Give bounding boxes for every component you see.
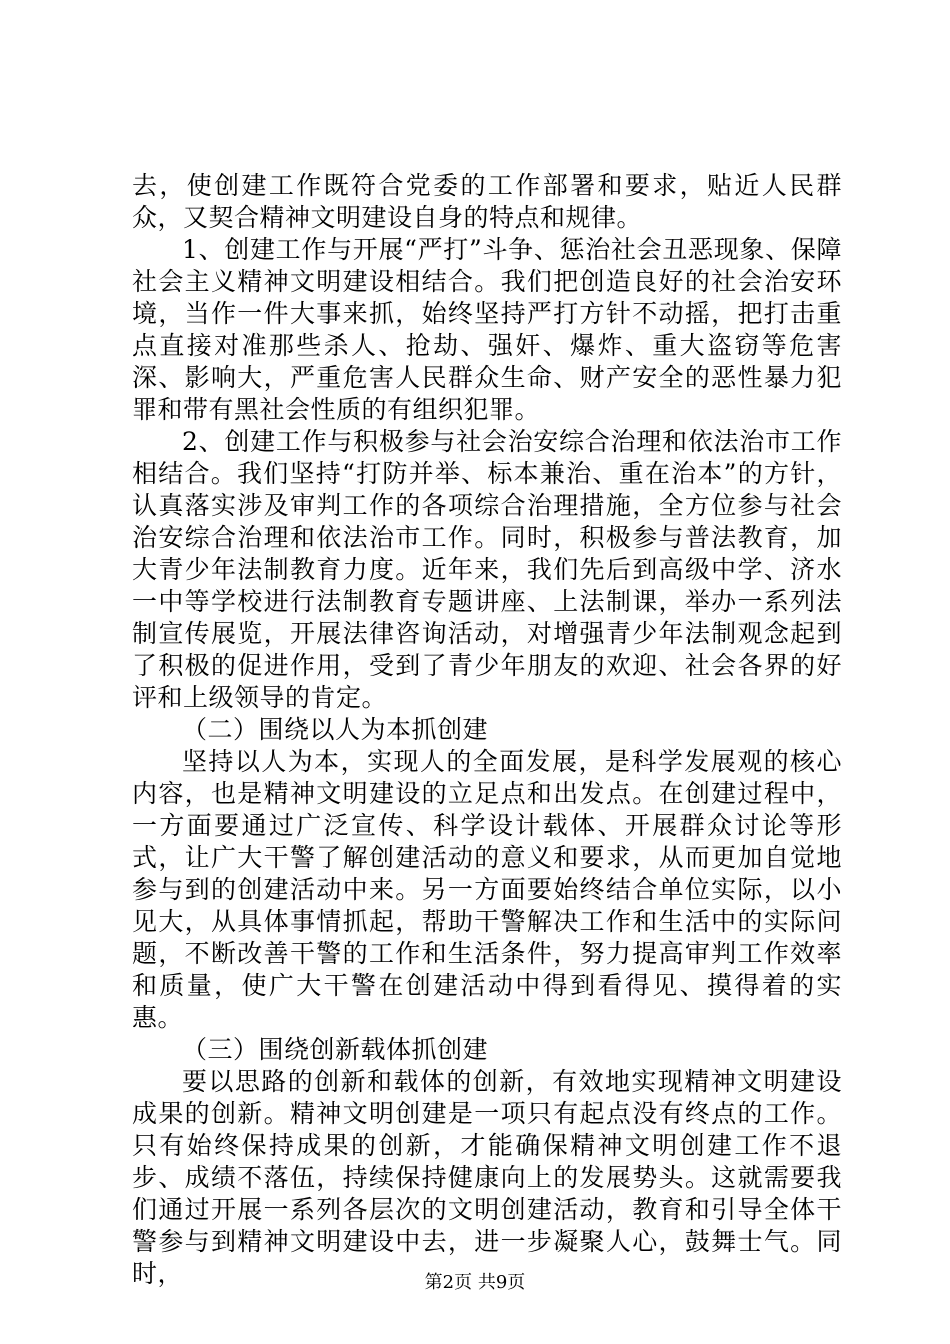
paragraph-4: 坚持以人为本，实现人的全面发展，是科学发展观的核心内容，也是精神文明建设的立足点和出发点。在创建过程中，一方面要通过广泛宣传、科学设计载体、开展群众讨论等形式，让广大干警了解创建活动的意义和要求，从而更加自觉地参与到的创建活动中来。另一方面要始终结合单位实际，以小见大，从具体事情抓起，帮助干警解决工作和生活中的实际问题，不断改善干警的工作和生活条件，努力提高审判工作效率和质量，使广大干警在创建活动中得到看得见、摸得着的实惠。 (132, 747, 842, 1032)
section-heading-3: （三）围绕创新载体抓创建 (182, 1035, 489, 1064)
section-heading-2: （二）围绕以人为本抓创建 (182, 715, 489, 744)
page-footer: 第2页 共9页 (424, 1272, 526, 1293)
paragraph-2: 1、创建工作与开展“严打”斗争、惩治社会丑恶现象、保障社会主义精神文明建设相结合。我们把创造良好的社会治安环境，当作一件大事来抓，始终坚持严打方针不动摇，把打击重点直接对准那些杀人、抢劫、强奸、爆炸、重大盗窃等危害深、影响大，严重危害人民群众生命、财产安全的恶性暴力犯罪和带有黑社会性质的有组织犯罪。 (132, 235, 842, 424)
paragraph-3: 2、创建工作与积极参与社会治安综合治理和依法治市工作相结合。我们坚持“打防并举、标本兼治、重在治本”的方针，认真落实涉及审判工作的各项综合治理措施，全方位参与社会治安综合治理和依法治市工作。同时，积极参与普法教育，加大青少年法制教育力度。近年来，我们先后到高级中学、济水一中等学校进行法制教育专题讲座、上法制课，举办一系列法制宣传展览，开展法律咨询活动，对增强青少年法制观念起到了积极的促进作用，受到了青少年朋友的欢迎、社会各界的好评和上级领导的肯定。 (132, 427, 842, 712)
paragraph-5: 要以思路的创新和载体的创新，有效地实现精神文明建设成果的创新。精神文明创建是一项只有起点没有终点的工作。只有始终保持成果的创新，才能确保精神文明创建工作不退步、成绩不落伍，持续保持健康向上的发展势头。这就需要我们通过开展一系列各层次的文明创建活动，教育和引导全体干警参与到精神文明建设中去，进一步凝聚人心，鼓舞士气。同时， (132, 1067, 842, 1288)
document-body (132, 170, 842, 1290)
paragraph-1: 去，使创建工作既符合党委的工作部署和要求，贴近人民群众，又契合精神文明建设自身的特点和规律。 (132, 171, 842, 232)
